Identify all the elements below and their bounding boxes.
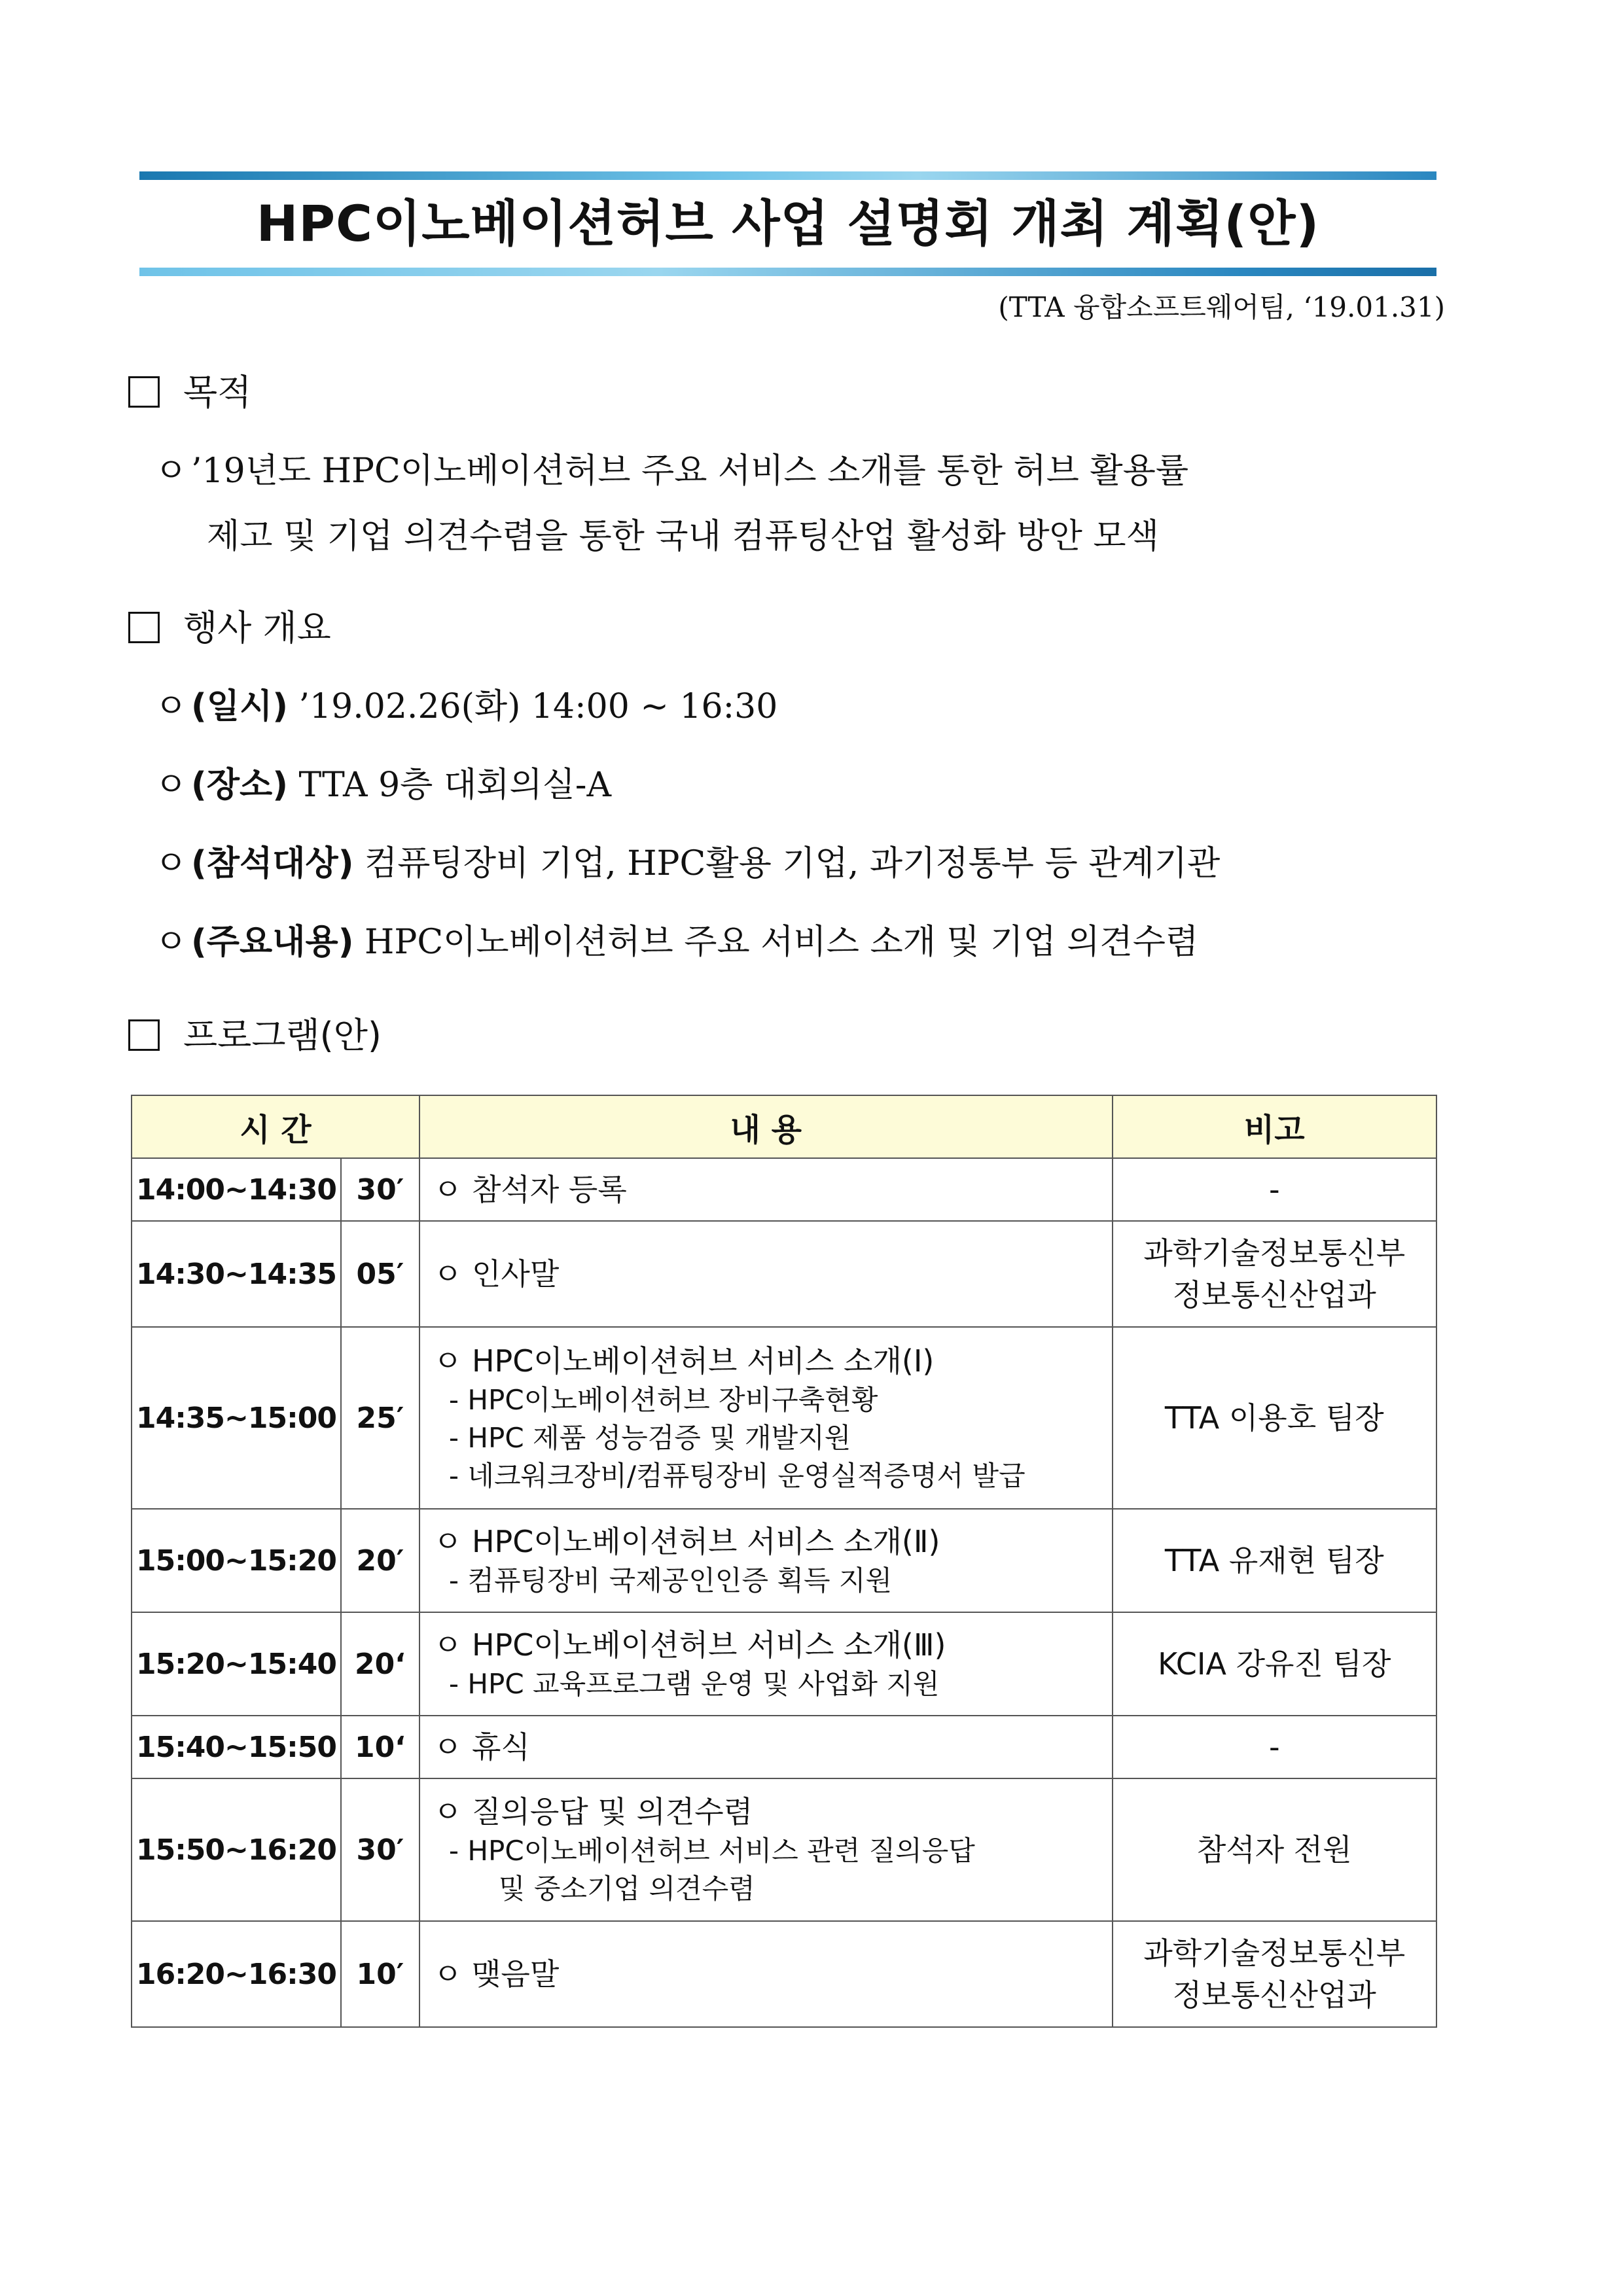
content-sub-item: - HPC 교육프로그램 운영 및 사업화 지원 [448, 1668, 940, 1700]
document-subtitle: (TTA 융합소프트웨어팀, ‘19.01.31) [998, 291, 1445, 323]
content-main: ㅇ 인사말 [433, 1256, 560, 1292]
note-line: - [1268, 1729, 1280, 1765]
note-cell [1113, 1778, 1436, 1921]
overview-label: (참석대상) [191, 844, 354, 883]
purpose-line-1 [154, 448, 1188, 494]
content-main: ㅇ HPC이노베이션허브 서비스 소개(Ⅲ) [433, 1627, 946, 1663]
note-line: TTA 이용호 팀장 [1164, 1400, 1384, 1436]
table-header-row [132, 1095, 1436, 1158]
table-row [132, 1778, 1436, 1921]
content-sub-item: - 네크워크장비/컴퓨팅장비 운영실적증명서 발급 [448, 1460, 1026, 1492]
content-cell [419, 1327, 1113, 1509]
content-cell [419, 1612, 1113, 1716]
content-cell [419, 1221, 1113, 1327]
checkbox-square-icon [128, 376, 160, 408]
note-line: KCIA 강유진 팀장 [1158, 1646, 1391, 1682]
duration-cell: 30′ [341, 1158, 419, 1221]
note-cell [1113, 1612, 1436, 1716]
duration-cell: 20′ [341, 1509, 419, 1612]
content-cell [419, 1778, 1113, 1921]
content-sub-item: - 컴퓨팅장비 국제공인인증 획득 지원 [448, 1564, 893, 1597]
table-row [132, 1509, 1436, 1612]
section-program-heading [128, 1013, 382, 1059]
title-banner [139, 171, 1436, 276]
document-title: HPC이노베이션허브 사업 설명회 개최 계획(안) [256, 194, 1320, 253]
bullet-circle-icon: ㅇ [154, 844, 188, 883]
overview-value: TTA 9층 대회의실-A [288, 766, 611, 805]
time-range-cell: 16:20~16:30 [132, 1921, 341, 2027]
overview-item-place [154, 762, 611, 808]
overview-label: (일시) [191, 687, 288, 726]
program-table [131, 1095, 1437, 2028]
note-line: 과학기술정보통신부 [1143, 1235, 1406, 1271]
section-purpose-title: 목적 [183, 372, 252, 413]
header-time: 시 간 [132, 1095, 419, 1158]
bullet-circle-icon: ㅇ [154, 766, 188, 805]
title-bottom-bar [139, 268, 1436, 276]
section-overview-title: 행사 개요 [183, 607, 331, 648]
duration-cell: 10′ [341, 1921, 419, 2027]
note-line: 과학기술정보통신부 [1143, 1935, 1406, 1971]
content-cell [419, 1158, 1113, 1221]
section-purpose-heading [128, 370, 251, 415]
bullet-circle-icon: ㅇ [154, 451, 188, 491]
content-main: ㅇ 참석자 등록 [433, 1172, 627, 1207]
table-row [132, 1612, 1436, 1716]
bullet-circle-icon: ㅇ [154, 687, 188, 726]
table-row [132, 1716, 1436, 1778]
duration-cell: 30′ [341, 1778, 419, 1921]
overview-label: (장소) [191, 766, 288, 805]
note-cell [1113, 1509, 1436, 1612]
content-sub-item: - HPC이노베이션허브 서비스 관련 질의응답 [448, 1835, 975, 1867]
content-sub-item: - HPC 제품 성능검증 및 개발지원 [448, 1422, 851, 1454]
overview-value: ’19.02.26(화) 14:00 ~ 16:30 [288, 687, 778, 726]
content-cell [419, 1921, 1113, 2027]
overview-item-attendees [154, 841, 1220, 887]
note-cell [1113, 1158, 1436, 1221]
note-cell [1113, 1327, 1436, 1509]
content-sub-continuation: 및 중소기업 의견수렴 [498, 1873, 755, 1905]
time-range-cell: 14:35~15:00 [132, 1327, 341, 1509]
note-line: 참석자 전원 [1196, 1832, 1352, 1867]
header-note: 비고 [1113, 1095, 1436, 1158]
content-main: ㅇ 맺음말 [433, 1956, 560, 1992]
note-cell [1113, 1921, 1436, 2027]
note-cell [1113, 1716, 1436, 1778]
checkbox-square-icon [128, 612, 160, 643]
time-range-cell: 15:00~15:20 [132, 1509, 341, 1612]
duration-cell: 10‘ [341, 1716, 419, 1778]
purpose-line-2 [207, 514, 1159, 559]
duration-cell: 20‘ [341, 1612, 419, 1716]
content-sub-item: - HPC이노베이션허브 장비구축현황 [448, 1384, 878, 1416]
checkbox-square-icon [128, 1019, 160, 1051]
content-main: ㅇ HPC이노베이션허브 서비스 소개(Ⅱ) [433, 1524, 940, 1559]
table-row [132, 1158, 1436, 1221]
note-line: TTA 유재현 팀장 [1164, 1543, 1384, 1578]
time-range-cell: 14:30~14:35 [132, 1221, 341, 1327]
table-row [132, 1921, 1436, 2027]
duration-cell: 05′ [341, 1221, 419, 1327]
overview-label: (주요내용) [191, 923, 354, 962]
content-cell [419, 1716, 1113, 1778]
time-range-cell: 15:20~15:40 [132, 1612, 341, 1716]
content-main: ㅇ 질의응답 및 의견수렴 [433, 1794, 753, 1829]
overview-value: HPC이노베이션허브 주요 서비스 소개 및 기업 의견수렴 [353, 923, 1199, 962]
section-overview-heading [128, 605, 331, 651]
content-main: ㅇ HPC이노베이션허브 서비스 소개(Ⅰ) [433, 1343, 935, 1379]
section-program-title: 프로그램(안) [183, 1015, 382, 1056]
header-content: 내 용 [419, 1095, 1113, 1158]
time-range-cell: 15:50~16:20 [132, 1778, 341, 1921]
note-line: 정보통신산업과 [1172, 1277, 1376, 1313]
overview-item-date [154, 684, 777, 730]
time-range-cell: 15:40~15:50 [132, 1716, 341, 1778]
purpose-text-1: ’19년도 HPC이노베이션허브 주요 서비스 소개를 통한 허브 활용률 [191, 451, 1189, 491]
duration-cell: 25′ [341, 1327, 419, 1509]
overview-value: 컴퓨팅장비 기업, HPC활용 기업, 과기정통부 등 관계기관 [353, 844, 1221, 883]
overview-item-content [154, 919, 1198, 965]
table-row [132, 1221, 1436, 1327]
title-top-bar [139, 171, 1436, 180]
content-cell [419, 1509, 1113, 1612]
note-line: 정보통신산업과 [1172, 1977, 1376, 2013]
content-main: ㅇ 휴식 [433, 1729, 530, 1765]
note-cell [1113, 1221, 1436, 1327]
table-row [132, 1327, 1436, 1509]
note-line: - [1268, 1172, 1280, 1207]
bullet-circle-icon: ㅇ [154, 923, 188, 962]
time-range-cell: 14:00~14:30 [132, 1158, 341, 1221]
purpose-text-2: 제고 및 기업 의견수렴을 통한 국내 컴퓨팅산업 활성화 방안 모색 [207, 517, 1159, 556]
